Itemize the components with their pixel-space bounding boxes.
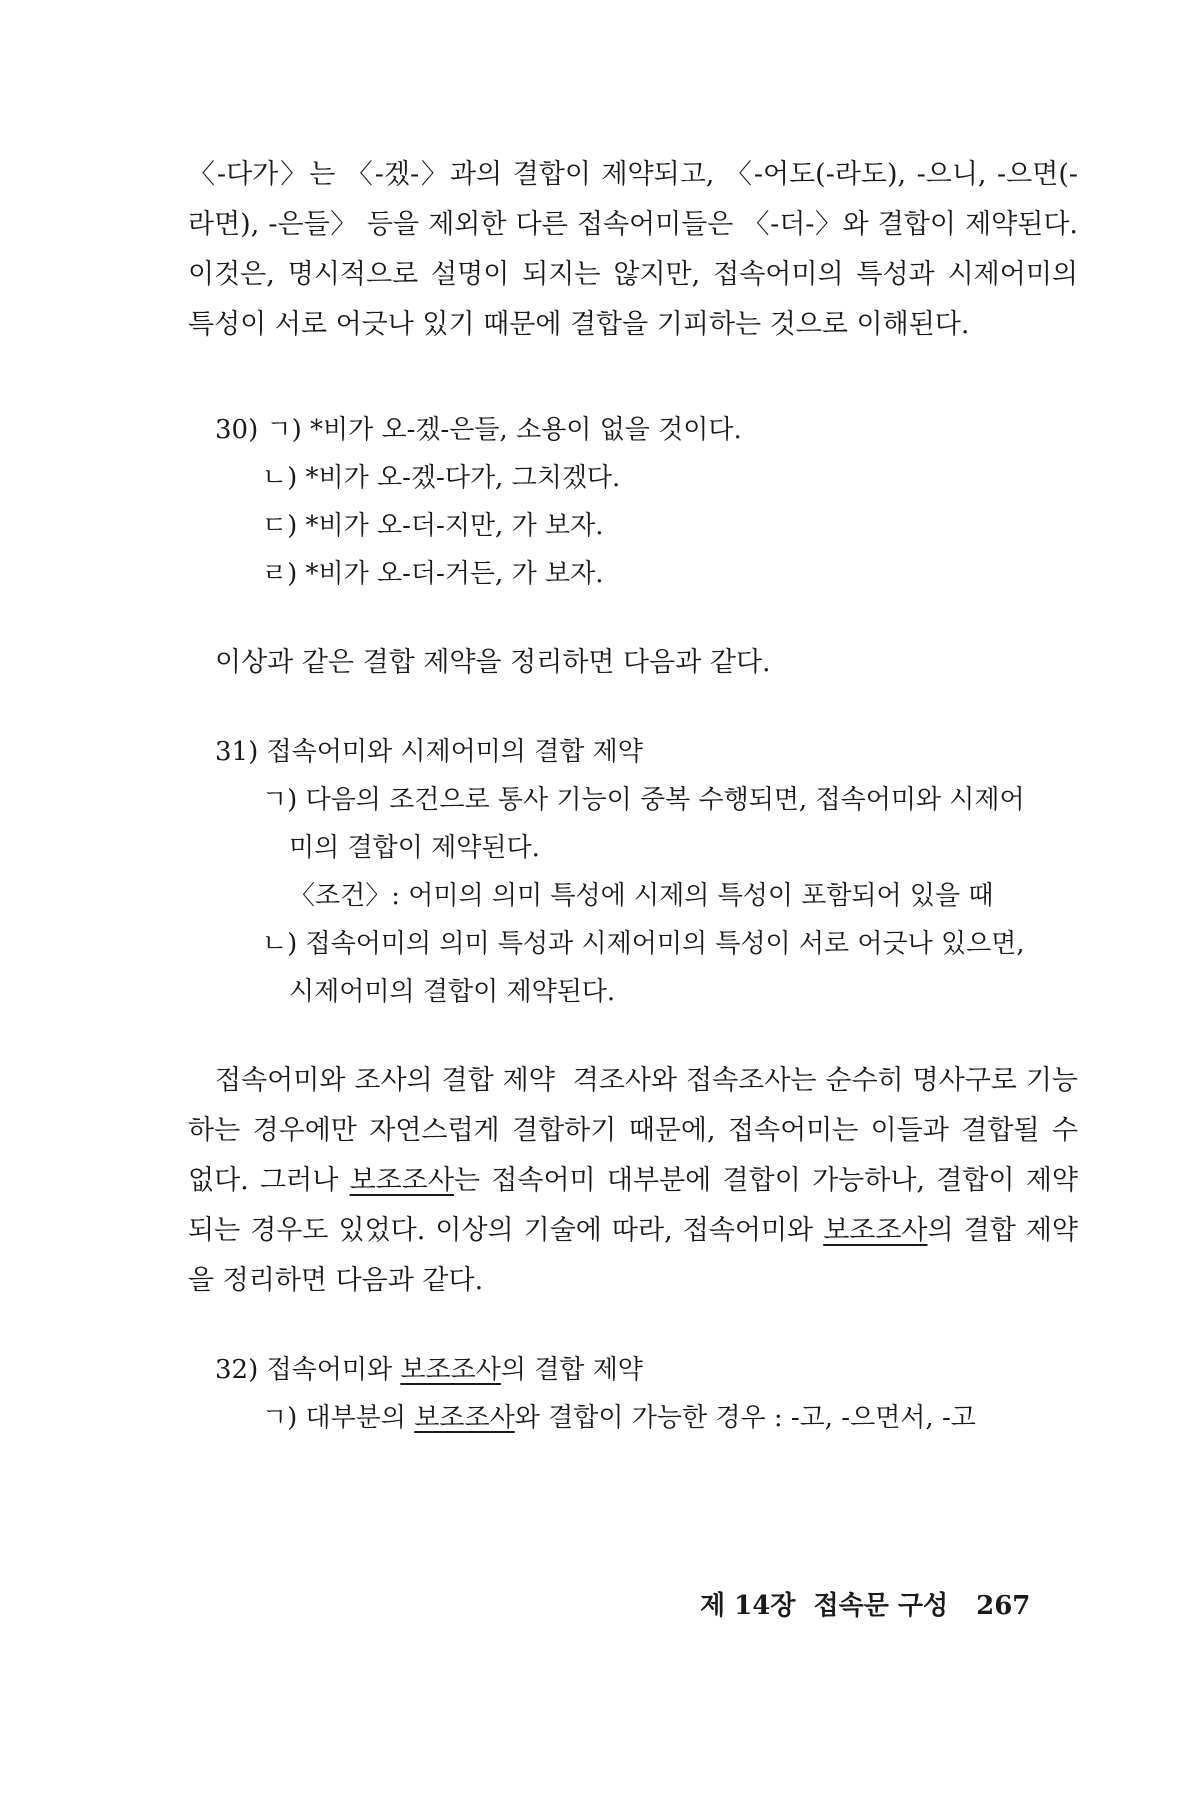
example-32-a-underline: 보조조사 [414, 1403, 515, 1433]
example-32-title-pre: 32) 접속어미와 [215, 1355, 401, 1385]
paragraph-2: 이상과 같은 결합 제약을 정리하면 다음과 같다. [215, 647, 771, 678]
example-32-a-pre: ㄱ) 대부분의 [262, 1403, 415, 1433]
paragraph-3-text2: 는 접속어미 대부분에 결합이 가능하나, 결합이 제약되는 경우도 있었다. 이상의 기술에 따라, 접속어미와 [188, 1165, 1078, 1246]
example-32-a [188, 1394, 1078, 1442]
example-31-a [188, 776, 1078, 872]
paragraph-3-underline-1: 보조조사 [349, 1165, 454, 1196]
example-32-a-post: 와 결합이 가능한 경우 : -고, -으면서, -고 [514, 1403, 976, 1433]
example-31-condition: 〈조건〉: 어미의 의미 특성에 시제의 특성이 포함되어 있을 때 [289, 881, 994, 911]
spacer [188, 688, 1078, 728]
example-32-title [188, 1346, 1078, 1394]
example-31-b [188, 920, 1078, 1016]
example-31-b-line2: 시제어미의 결합이 제약된다. [289, 977, 616, 1007]
example-31-b-line1: ㄴ) 접속어미의 의미 특성과 시제어미의 특성이 서로 어긋나 있으면, [262, 929, 1025, 959]
paragraph-3-text3: 의 결합 제약을 정리하면 다음과 같다. [188, 1215, 1079, 1296]
example-30-b: ㄴ) *비가 오-겠-다가, 그치겠다. [262, 463, 621, 493]
example-32-title-post: 의 결합 제약 [500, 1355, 643, 1385]
example-30-c: ㄷ) *비가 오-더-지만, 가 보자. [262, 511, 604, 541]
page-body [188, 150, 1078, 1442]
example-32 [188, 1346, 1078, 1442]
example-31 [188, 728, 1078, 1016]
spacer [188, 598, 1078, 638]
footer-title: 접속문 구성 [813, 1591, 949, 1621]
paragraph-3-text1: 격조사와 접속조사는 순수히 명사구로 기능하는 경우에만 자연스럽게 결합하기 때문에, 접속어미는 이들과 결합될 수 없다. 그러나 [188, 1065, 1078, 1196]
paragraph-3-underline-2: 보조조사 [823, 1215, 928, 1246]
example-31-title: 31) 접속어미와 시제어미의 결합 제약 [215, 737, 643, 767]
example-30-d: ㄹ) *비가 오-더-거든, 가 보자. [262, 559, 604, 589]
footer-chapter: 제 14장 [700, 1591, 796, 1621]
spacer [188, 1016, 1078, 1056]
spacer [188, 1306, 1078, 1346]
page-footer [700, 1585, 1030, 1622]
example-30 [188, 406, 1078, 598]
example-31-a-line2: 미의 결합이 제약된다. [289, 833, 540, 863]
page-number: 267 [976, 1591, 1031, 1621]
example-32-title-underline: 보조조사 [400, 1355, 501, 1385]
paragraph-1: 〈-다가〉는 〈-겠-〉과의 결합이 제약되고, 〈-어도(-라도), -으니, -으면(-라면), -은들〉 등을 제외한 다른 접속어미들은 〈-더-〉와 결합이 제약된다. 이것은, 명시적으로 설명이 되지는 않지만, 접속어미의 특성과 시제어미의 특성이 서로 어긋나 있기 때문에 결합을 기피하는 것으로 이해된다. [188, 159, 1078, 340]
paragraph-3-heading: 접속어미와 조사의 결합 제약 [215, 1065, 555, 1096]
spacer [188, 350, 1078, 406]
example-30-a: 30) ㄱ) *비가 오-겠-은들, 소용이 없을 것이다. [215, 415, 742, 445]
example-31-a-line1: ㄱ) 다음의 조건으로 통사 기능이 중복 수행되면, 접속어미와 시제어 [262, 785, 1025, 815]
paragraph-3 [188, 1056, 1078, 1306]
